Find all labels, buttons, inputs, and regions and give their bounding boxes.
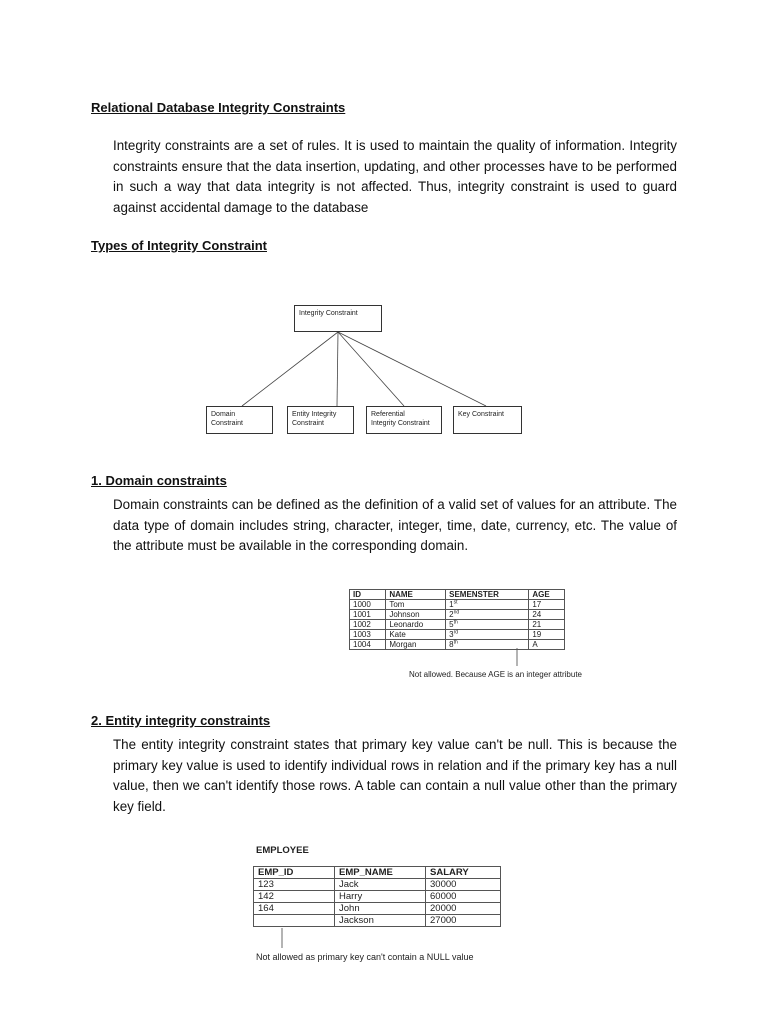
cell-emp-name: John — [335, 903, 426, 915]
diagram-box-entity — [287, 406, 354, 434]
table-row — [350, 600, 565, 610]
cell-semester — [446, 630, 529, 640]
cell-semester — [446, 640, 529, 650]
domain-table — [349, 589, 565, 650]
types-heading: Types of Integrity Constraint — [91, 238, 267, 253]
cell-semester — [446, 610, 529, 620]
column-header: ID — [350, 590, 386, 600]
diagram-box-key — [453, 406, 522, 434]
cell-name: Morgan — [386, 640, 446, 650]
cell-name: Kate — [386, 630, 446, 640]
cell-id: 1001 — [350, 610, 386, 620]
semester-suffix: th — [453, 619, 458, 626]
column-header: NAME — [386, 590, 446, 600]
diagram-box-domain — [206, 406, 273, 434]
cell-name: Tom — [386, 600, 446, 610]
cell-salary: 27000 — [426, 915, 501, 927]
cell-emp-id: 142 — [254, 891, 335, 903]
cell-emp-name: Jackson — [335, 915, 426, 927]
cell-emp-id — [254, 915, 335, 927]
cell-age: A — [529, 640, 565, 650]
diagram-box-referential — [366, 406, 442, 434]
semester-number: 5 — [449, 620, 454, 629]
diagram-box-line: Key Constraint — [458, 411, 504, 418]
table-row — [254, 915, 501, 927]
diagram-box-line: Constraint — [211, 420, 243, 427]
column-header: EMP_ID — [254, 867, 335, 879]
page-title: Relational Database Integrity Constraints — [91, 100, 346, 115]
cell-name: Johnson — [386, 610, 446, 620]
domain-table-caption: Not allowed. Because AGE is an integer attribute — [409, 670, 582, 679]
table-row — [254, 879, 501, 891]
semester-number: 2 — [449, 610, 454, 619]
diagram-box-line: Integrity Constraint — [371, 420, 430, 427]
cell-age: 17 — [529, 600, 565, 610]
employee-table-caption: Not allowed as primary key can't contain a NULL value — [256, 952, 474, 962]
diagram-root-label: Integrity Constraint — [299, 310, 358, 317]
table-row — [350, 610, 565, 620]
cell-id: 1000 — [350, 600, 386, 610]
cell-salary: 30000 — [426, 879, 501, 891]
cell-name: Leonardo — [386, 620, 446, 630]
table-row — [350, 640, 565, 650]
cell-age: 24 — [529, 610, 565, 620]
cell-emp-name: Harry — [335, 891, 426, 903]
semester-suffix: nd — [453, 609, 460, 616]
cell-emp-name: Jack — [335, 879, 426, 891]
cell-age: 21 — [529, 620, 565, 630]
connector-entity — [337, 332, 338, 406]
entity-heading: 2. Entity integrity constraints — [91, 713, 271, 728]
semester-suffix: th — [453, 639, 458, 646]
semester-suffix: st — [453, 599, 458, 606]
cell-semester — [446, 620, 529, 630]
domain-heading: 1. Domain constraints — [91, 473, 227, 488]
column-header: SEMENSTER — [446, 590, 529, 600]
diagram-box-line: Constraint — [292, 420, 324, 427]
column-header: EMP_NAME — [335, 867, 426, 879]
table-header-row — [254, 867, 501, 879]
cell-id: 1003 — [350, 630, 386, 640]
semester-number: 8 — [449, 640, 454, 649]
cell-age: 19 — [529, 630, 565, 640]
cell-salary: 20000 — [426, 903, 501, 915]
connector-referential — [338, 332, 404, 406]
semester-number: 1 — [449, 600, 454, 609]
table-header-row — [350, 590, 565, 600]
cell-emp-id: 123 — [254, 879, 335, 891]
semester-number: 3 — [449, 630, 454, 639]
semester-suffix: rd — [453, 629, 459, 636]
entity-paragraph: The entity integrity constraint states that primary key value can't be null. This is because the primary key value is used to identify individual rows in relation and if the primary key has a null value, then we can't identify those rows. A table can contain a null value other than the primary key field. — [113, 737, 677, 814]
cell-salary: 60000 — [426, 891, 501, 903]
employee-table-title: EMPLOYEE — [256, 845, 309, 856]
table-row — [254, 903, 501, 915]
diagram-box-line: Entity Integrity — [292, 411, 337, 418]
cell-id: 1002 — [350, 620, 386, 630]
diagram-root-box — [294, 305, 382, 332]
domain-paragraph: Domain constraints can be defined as the definition of a valid set of values for an attribute. The data type of domain includes string, character, integer, time, date, currency, etc. The value of the attribute must be available in the corresponding domain. — [113, 497, 677, 553]
employee-table — [253, 866, 501, 927]
diagram-box-line: Domain — [211, 411, 236, 418]
diagram-box-line: Referential — [371, 411, 405, 418]
table-row — [350, 620, 565, 630]
cell-emp-id: 164 — [254, 903, 335, 915]
intro-paragraph: Integrity constraints are a set of rules. It is used to maintain the quality of information. Integrity constraints ensure that the data insertion, updating, and other processes have to be performed in such a way that data integrity is not affected. Thus, integrity constraint is used to guard against accidental damage to the database — [113, 138, 677, 215]
column-header: SALARY — [426, 867, 501, 879]
column-header: AGE — [529, 590, 565, 600]
table-row — [254, 891, 501, 903]
connector-domain — [242, 332, 338, 406]
cell-id: 1004 — [350, 640, 386, 650]
table-row — [350, 630, 565, 640]
cell-semester — [446, 600, 529, 610]
connector-key — [338, 332, 486, 406]
